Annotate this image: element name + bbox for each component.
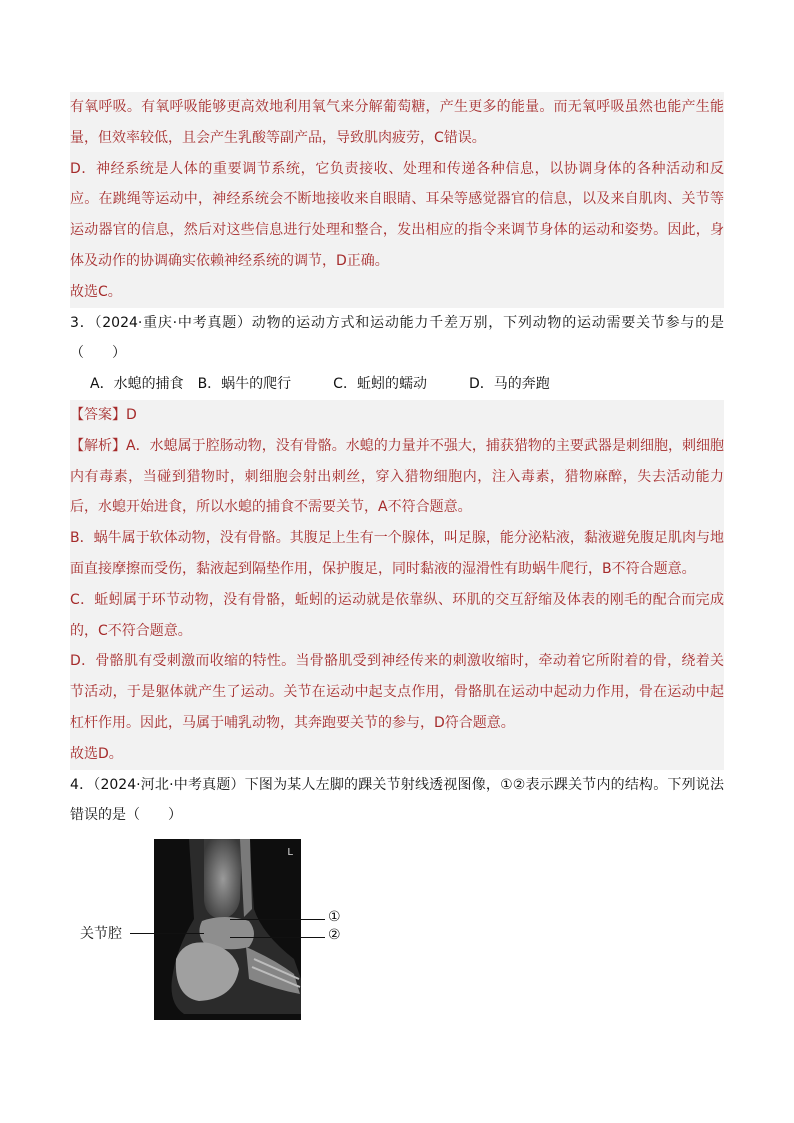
question-3-analysis-d: D．骨骼肌有受刺激而收缩的特性。当骨骼肌受到神经传来的刺激收缩时，牵动着它所附着的骨，绕着关节活动，于是躯体就产生了运动。关节在运动中起支点作用，骨骼肌在运动中起动力作用，骨在运动中起杠杆作用。因此，马属于哺乳动物，其奔跑要关节的参与，D符合题意。 [70,646,724,738]
question-3-analysis-c: C．蚯蚓属于环节动物，没有骨骼，蚯蚓的运动就是依靠纵、环肌的交互舒缩及体表的刚毛的配合而完成的，C不符合题意。 [70,585,724,647]
leader-line-2 [230,937,325,938]
question-3-options: A．水螅的捕食 B．蜗牛的爬行 C．蚯蚓的蠕动 D．马的奔跑 [90,376,550,393]
continued-para-2: D．神经系统是人体的重要调节系统，它负责接收、处理和传递各种信息，以协调身体的各种活动和反应。在跳绳等运动中，神经系统会不断地接收来自眼睛、耳朵等感觉器官的信息，以及来自肌肉、关节等运动器官的信息，然后对这些信息进行处理和整合，发出相应的指令来调节身体的运动和姿势。因此，身体及动作的协调确实依赖神经系统的调节，D正确。 [70,154,724,277]
continued-para-1: 有氧呼吸。有氧呼吸能够更高效地利用氧气来分解葡萄糖，产生更多的能量。而无氧呼吸虽然也能产生能量，但效率较低，且会产生乳酸等副产品，导致肌肉疲劳，C错误。 [70,92,724,154]
label-structure-1: ① [328,909,341,926]
leader-line-joint-cavity [130,933,204,934]
continued-conclusion: 故选C。 [70,277,724,308]
document-page [70,92,724,1029]
leader-line-1 [230,919,325,920]
question-3-answer: 【答案】D [70,400,724,431]
question-3-analysis-a: 【解析】A．水螅属于腔肠动物，没有骨骼。水螅的力量并不强大，捕获猎物的主要武器是刺细胞，刺细胞内有毒素，当碰到猎物时，刺细胞会射出刺丝，穿入猎物细胞内，注入毒素，猎物麻醉，失去活动能力后，水螅开始进食，所以水螅的捕食不需要关节，A不符合题意。 [70,431,724,523]
question-3-conclusion: 故选D。 [70,739,724,770]
ankle-xray-figure [70,839,724,1029]
question-3-analysis-b: B．蜗牛属于软体动物，没有骨骼。其腹足上生有一个腺体，叫足腺，能分泌粘液，黏液避免腹足肌肉与地面直接摩擦而受伤，黏液起到隔垫作用，保护腹足，同时黏液的湿滑性有助蜗牛爬行，B不符合题意。 [70,523,724,585]
label-joint-cavity: 关节腔 [80,926,122,943]
question-4-stem: 4．（2024·河北·中考真题）下图为某人左脚的踝关节射线透视图像，①②表示踝关节内的结构。下列说法错误的是（ ） [70,776,724,824]
label-structure-2: ② [328,927,341,944]
xray-corner-mark: L [287,847,293,859]
question-3-stem: 3．（2024·重庆·中考真题）动物的运动方式和运动能力千差万别，下列动物的运动需要关节参与的是（ ） [70,314,724,362]
ankle-xray-image [154,839,301,1020]
